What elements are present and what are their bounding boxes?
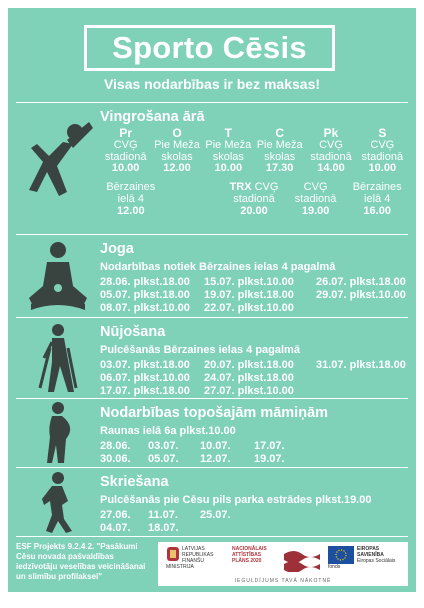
section-title: Skriešana (100, 474, 169, 490)
latvia-flag-emblem (282, 546, 322, 574)
schedule-grid (100, 126, 408, 175)
ministry-text: LATVIJAS REPUBLIKAS FINANŠU MINISTRIJA (166, 546, 214, 570)
date-item: 17.07. plkst.18.00 (100, 385, 190, 397)
date-item: 24.07. plkst.18.00 (204, 372, 294, 384)
section-title: Nūjošana (100, 324, 166, 340)
eu-flag-icon (328, 546, 354, 564)
date-item: 12.07. (200, 453, 231, 465)
place: Pie Meža skolas (154, 139, 200, 163)
date-item: 11.07. (148, 509, 178, 521)
schedule-cell (151, 140, 202, 175)
place: CVĢ stadionā (104, 139, 147, 163)
section-title: Vingrošana ārā (100, 109, 205, 125)
date-item: 29.07. plkst.10.00 (316, 289, 406, 301)
date-item: 27.07. plkst.10.00 (204, 385, 294, 397)
place: CVĢ stadionā (233, 180, 279, 205)
schedule-cell (305, 140, 356, 175)
coat-of-arms-icon (166, 546, 180, 562)
section-joga (16, 235, 408, 317)
date-item: 22.07. plkst.10.00 (204, 302, 294, 314)
section-subtitle: Pulcēšanās pie Cēsu pils parka estrādes plkst.19.00 (100, 494, 372, 506)
schedule-cell (346, 181, 408, 217)
day-label: Pr (119, 126, 132, 140)
stretching-person-icon (16, 113, 100, 203)
running-person-icon (16, 468, 100, 536)
day-label: S (378, 126, 387, 140)
date-item: 08.07. plkst.10.00 (100, 302, 190, 314)
tagline: IEGULDĪJUMS TAVĀ NĀKOTNĒ (234, 578, 332, 584)
date-item: 28.06. (100, 440, 131, 452)
date-item: 25.07. (200, 509, 231, 521)
date-item: 28.06. plkst.18.00 (100, 276, 190, 288)
date-item: 17.07. (254, 440, 285, 452)
time: 17.30 (265, 162, 294, 174)
section-title: Joga (100, 241, 134, 257)
time: 12.00 (163, 162, 191, 174)
poster (8, 8, 416, 592)
time: 12.00 (117, 204, 145, 217)
dates-grid (100, 509, 408, 535)
date-item: 15.07. plkst.10.00 (204, 276, 294, 288)
flag-wave-icon (282, 546, 322, 572)
dates-grid (100, 440, 408, 466)
date-item: 27.06. (100, 509, 131, 521)
place: CVĢ stadionā (361, 139, 404, 163)
nap-logo (232, 546, 278, 574)
section-title: Nodarbības topošajām māmiņām (100, 405, 329, 421)
time: 14.00 (317, 162, 345, 174)
empty-cell (316, 372, 416, 385)
prefix: TRX (229, 180, 252, 193)
section-subtitle: Nodarbības notiek Bērzaines ielas 4 pagalmā (100, 261, 336, 273)
date-item: 19.07. plkst.18.00 (204, 289, 294, 301)
nordic-walking-icon (16, 318, 100, 398)
date-item: 05.07. (148, 453, 179, 465)
logos-panel (158, 542, 408, 586)
date-item: 31.07. plkst.18.00 (316, 359, 406, 371)
date-item: 30.06. (100, 453, 131, 465)
section-subtitle: Raunas ielā 6a plkst.10.00 (100, 425, 236, 437)
time: 10.00 (111, 162, 140, 174)
schedule-cell (285, 181, 347, 217)
schedule-cell (100, 181, 162, 217)
day-label: T (224, 126, 232, 140)
date-item: 03.07. plkst.18.00 (100, 359, 190, 371)
schedule-cell (223, 181, 285, 217)
footer (8, 538, 416, 592)
date-item: 10.07. (200, 440, 231, 452)
page-title (84, 25, 335, 71)
time: 19.00 (301, 204, 330, 217)
section-maminas (16, 399, 408, 467)
nap-text: NACIONĀLAIS ATTĪSTĪBAS PLĀNS 2020 (232, 546, 267, 564)
ministry-logo (166, 546, 226, 574)
place: Pie Meža skolas (205, 139, 252, 163)
place: CVĢ stadionā (294, 180, 337, 205)
yoga-lotus-icon (16, 235, 100, 317)
schedule-cell (254, 140, 305, 175)
date-item: 06.07. plkst.10.00 (100, 372, 190, 384)
place: Bērzaines ielā 4 (106, 180, 156, 205)
eu-logo (328, 546, 404, 574)
dates-grid (100, 276, 408, 315)
date-item: 20.07. plkst.18.00 (204, 359, 294, 371)
date-item: 18.07. (148, 522, 179, 534)
pregnant-woman-icon (16, 399, 100, 467)
section-subtitle: Pulcēšanās Bērzaines ielas 4 pagalmā (100, 344, 300, 356)
date-item: 05.07. plkst.18.00 (100, 289, 190, 301)
place: Pie Meža skolas (256, 139, 303, 163)
place: CVĢ stadionā (310, 139, 352, 163)
date-item: 04.07. (100, 522, 131, 534)
date-item: 19.07. (254, 453, 285, 465)
section-vingrosana (16, 103, 408, 234)
section-skriesana (16, 468, 408, 536)
day-label: O (172, 126, 182, 140)
subtitle: Visas nodarbības ir bez maksas! (103, 76, 321, 92)
time: 10.00 (368, 162, 397, 174)
day-label: C (275, 126, 284, 140)
esf-project-text: ESF Projekts 9.2.4.2. "Pasākumi Cēsu novada pašvaldības iedzīvotāju veselības veicināšanai un slimību profilaksei" (16, 542, 146, 581)
day-label: Pk (323, 126, 339, 140)
schedule-grid-2 (100, 181, 408, 217)
time: 16.00 (363, 204, 391, 217)
title-text: Sporto Cēsis (112, 30, 307, 65)
divider (16, 536, 408, 537)
schedule-cell (203, 140, 254, 175)
time: 10.00 (214, 162, 243, 174)
dates-grid (100, 359, 408, 398)
place: Bērzaines ielā 4 (352, 180, 402, 205)
schedule-cell (100, 140, 151, 175)
schedule-cell (357, 140, 408, 175)
eu-text: EIROPAS SAVIENĪBA (357, 546, 384, 558)
date-item: 03.07. (148, 440, 179, 452)
time: 20.00 (240, 204, 268, 217)
eu-subtext: Eiropas Sociālais fonds (328, 558, 396, 570)
schedule-cell (162, 181, 224, 217)
section-nujosana (16, 318, 408, 398)
date-item: 26.07. plkst.18.00 (316, 276, 406, 288)
